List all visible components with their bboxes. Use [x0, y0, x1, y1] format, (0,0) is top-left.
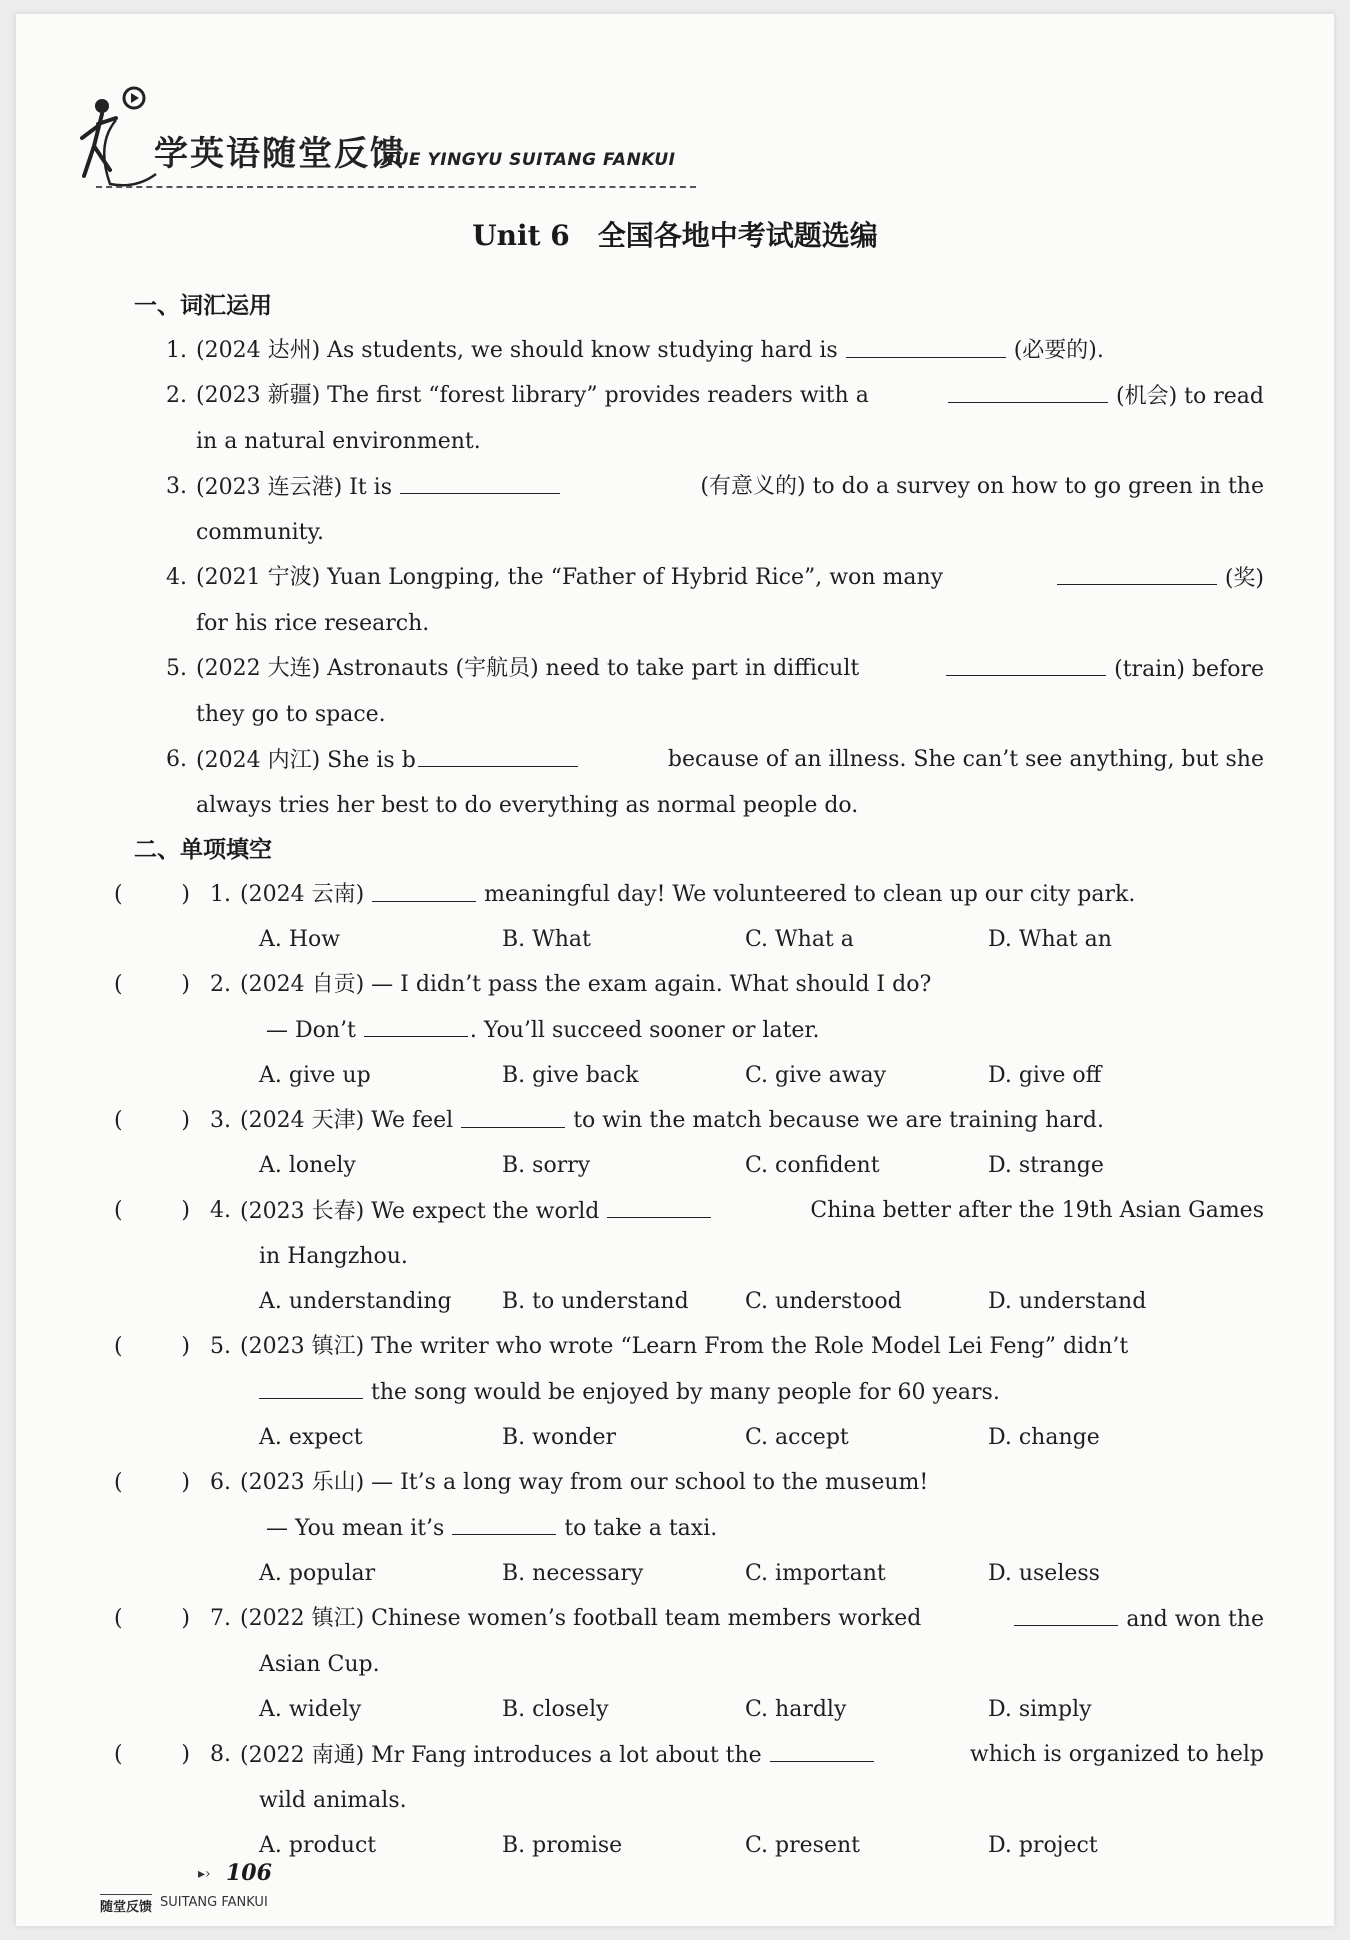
option-a[interactable]: A. understanding [259, 1289, 452, 1314]
option-d[interactable]: D. simply [988, 1697, 1092, 1722]
footer-brand-cn: 随堂反馈 [100, 1894, 152, 1915]
multiple-choice-questions: ( ) 1. (2024 云南) meaningful day! We volunteered to clean up our city park. A. How B. What C. What a D. What an ( ) 2. (2024 自贡) — I didn’t pass the exam again. What should I do? — Don’t . You’ll succeed sooner or later. A. give up B. give back C. give away D. give off ( ) 3. (2024 天津) We feel to win the match because we are training hard. A. lonely B. sorry C. confident D. strange ( ) 4. (2023 长春) We expect the world China better after the 19th Asian Games in Hangzhou. A. understanding B. to understand C. understood D. understand ( ) 5. (2023 镇江) The writer who wrote “Learn From the Role Model Lei Feng” didn’t the song would be enjoyed by many people for 60 years. A. expect B. wonder C. accept D. change ( ) 6. (2023 乐山) — It’s a long way from our school to the museum! — You mean it’s to take a taxi. A. popular B. necessary C. important D. useless ( ) 7. (2022 镇江) Chinese women’s football team members worked and won the Asian Cup. A. widely B. closely C. hardly D. simply ( ) 8. (2022 南通) Mr Fang introduces a lot about the which is organized to help wild animals. A. product B. promise C. present D. project [114, 872, 1264, 1868]
option-b[interactable]: B. What [502, 927, 591, 952]
option-d[interactable]: D. useless [988, 1561, 1100, 1586]
option-d[interactable]: D. strange [988, 1153, 1104, 1178]
option-d[interactable]: D. project [988, 1833, 1098, 1858]
answer-blank [259, 1369, 363, 1399]
answer-blank[interactable] [948, 373, 1108, 403]
page-footer [100, 1860, 360, 1920]
mc-options-1 [114, 917, 1264, 962]
mc-options-2 [114, 1053, 1264, 1098]
option-b[interactable]: B. to understand [502, 1289, 689, 1314]
section-heading-multiple-choice: 二、单项填空 [134, 837, 272, 863]
answer-blank[interactable] [1057, 555, 1217, 585]
answer-bracket[interactable]: ( ) [114, 1470, 190, 1495]
answer-blank [452, 1505, 556, 1535]
answer-bracket[interactable]: ( ) [114, 882, 190, 907]
option-b[interactable]: B. closely [502, 1697, 609, 1722]
option-c[interactable]: C. confident [745, 1153, 880, 1178]
page-number: 106 [226, 1860, 272, 1886]
worksheet-page [16, 14, 1334, 1926]
mc-options-7 [114, 1687, 1264, 1732]
vocab-question-4: 4. (2021 宁波) Yuan Longping, the “Father of Hybrid Rice”, won many (奖) [166, 555, 1264, 601]
answer-bracket[interactable]: ( ) [114, 1606, 190, 1631]
vocabulary-questions: 1. (2024 达州) As students, we should know studying hard is (必要的). 2. (2023 新疆) The first “forest library” provides readers with a (机会) to read in a natural environment. 3. (2023 连云港) It is (有意义的) to do a survey on how to go green in the community. 4. (2021 宁波) Yuan Longping, the “Father of Hybrid Rice”, won many (奖) for his rice research. 5. (2022 大连) Astronauts (宇航员) need to take part in difficult (train) before they go to space. 6. (2024 内江) She is b because of an illness. She can’t see anything, but she always tries her best to do everything as normal people do. [134, 328, 1264, 828]
answer-bracket[interactable]: ( ) [114, 1742, 190, 1767]
option-a[interactable]: A. lonely [259, 1153, 356, 1178]
answer-bracket[interactable]: ( ) [114, 1108, 190, 1133]
option-c[interactable]: C. understood [745, 1289, 902, 1314]
option-a[interactable]: A. give up [259, 1063, 371, 1088]
vocab-question-3: 3. (2023 连云港) It is (有意义的) to do a survey on how to go green in the [166, 464, 1264, 510]
answer-blank [607, 1188, 711, 1218]
mc-options-3 [114, 1143, 1264, 1188]
mc-options-4 [114, 1279, 1264, 1324]
answer-bracket[interactable]: ( ) [114, 1334, 190, 1359]
option-a[interactable]: A. expect [259, 1425, 363, 1450]
option-a[interactable]: A. popular [259, 1561, 376, 1586]
answer-blank[interactable] [846, 328, 1006, 358]
answer-blank[interactable] [400, 464, 560, 494]
option-c[interactable]: C. present [745, 1833, 860, 1858]
option-b[interactable]: B. necessary [502, 1561, 644, 1586]
mc-question-6: ( ) 6. (2023 乐山) — It’s a long way from our school to the museum! [114, 1460, 1264, 1505]
answer-blank [770, 1732, 874, 1762]
option-d[interactable]: D. understand [988, 1289, 1147, 1314]
mc-question-5: ( ) 5. (2023 镇江) The writer who wrote “Learn From the Role Model Lei Feng” didn’t [114, 1324, 1264, 1369]
answer-blank[interactable] [418, 737, 578, 767]
mc-question-1: ( ) 1. (2024 云南) meaningful day! We volunteered to clean up our city park. [114, 872, 1264, 917]
option-c[interactable]: C. accept [745, 1425, 849, 1450]
runner-logo-icon [76, 84, 166, 194]
mc-options-5 [114, 1415, 1264, 1460]
footer-brand-en: SUITANG FANKUI [160, 1895, 268, 1910]
answer-blank [1014, 1596, 1118, 1626]
mc-question-2: ( ) 2. (2024 自贡) — I didn’t pass the exam again. What should I do? [114, 962, 1264, 1007]
section-heading-vocabulary: 一、词汇运用 [134, 293, 272, 319]
option-c[interactable]: C. What a [745, 927, 854, 952]
header-banner [76, 84, 696, 204]
option-a[interactable]: A. product [259, 1833, 377, 1858]
page-title: Unit 6 全国各地中考试题选编 [472, 219, 878, 252]
option-d[interactable]: D. What an [988, 927, 1112, 952]
mc-question-7: ( ) 7. (2022 镇江) Chinese women’s football team members worked and won the [114, 1596, 1264, 1642]
option-a[interactable]: A. How [259, 927, 341, 952]
mc-question-4: ( ) 4. (2023 长春) We expect the world China better after the 19th Asian Games [114, 1188, 1264, 1234]
option-b[interactable]: B. sorry [502, 1153, 591, 1178]
option-b[interactable]: B. promise [502, 1833, 623, 1858]
answer-blank[interactable] [946, 646, 1106, 676]
brand-title-en: XUE YINGYU SUITANG FANKUI [381, 150, 676, 170]
option-c[interactable]: C. hardly [745, 1697, 847, 1722]
option-c[interactable]: C. give away [745, 1063, 887, 1088]
vocab-question-1: 1. (2024 达州) As students, we should know studying hard is (必要的). [166, 328, 1264, 373]
arrow-icon: ▸› [198, 1866, 211, 1882]
option-b[interactable]: B. give back [502, 1063, 639, 1088]
answer-blank [461, 1098, 565, 1128]
option-d[interactable]: D. give off [988, 1063, 1102, 1088]
vocab-question-2: 2. (2023 新疆) The first “forest library” provides readers with a (机会) to read [166, 373, 1264, 419]
option-d[interactable]: D. change [988, 1425, 1100, 1450]
answer-blank [364, 1007, 468, 1037]
answer-bracket[interactable]: ( ) [114, 972, 190, 997]
answer-bracket[interactable]: ( ) [114, 1198, 190, 1223]
option-a[interactable]: A. widely [259, 1697, 362, 1722]
mc-options-6 [114, 1551, 1264, 1596]
content [114, 284, 1264, 1868]
header-divider [96, 186, 696, 188]
option-c[interactable]: C. important [745, 1561, 886, 1586]
mc-question-8: ( ) 8. (2022 南通) Mr Fang introduces a lot about the which is organized to help [114, 1732, 1264, 1778]
vocab-question-6: 6. (2024 内江) She is b because of an illness. She can’t see anything, but she [166, 737, 1264, 783]
vocab-question-5: 5. (2022 大连) Astronauts (宇航员) need to take part in difficult (train) before [166, 646, 1264, 692]
answer-blank [372, 872, 476, 902]
option-b[interactable]: B. wonder [502, 1425, 617, 1450]
brand-title-cn: 学英语随堂反馈 [154, 134, 406, 174]
mc-question-3: ( ) 3. (2024 天津) We feel to win the match because we are training hard. [114, 1098, 1264, 1143]
